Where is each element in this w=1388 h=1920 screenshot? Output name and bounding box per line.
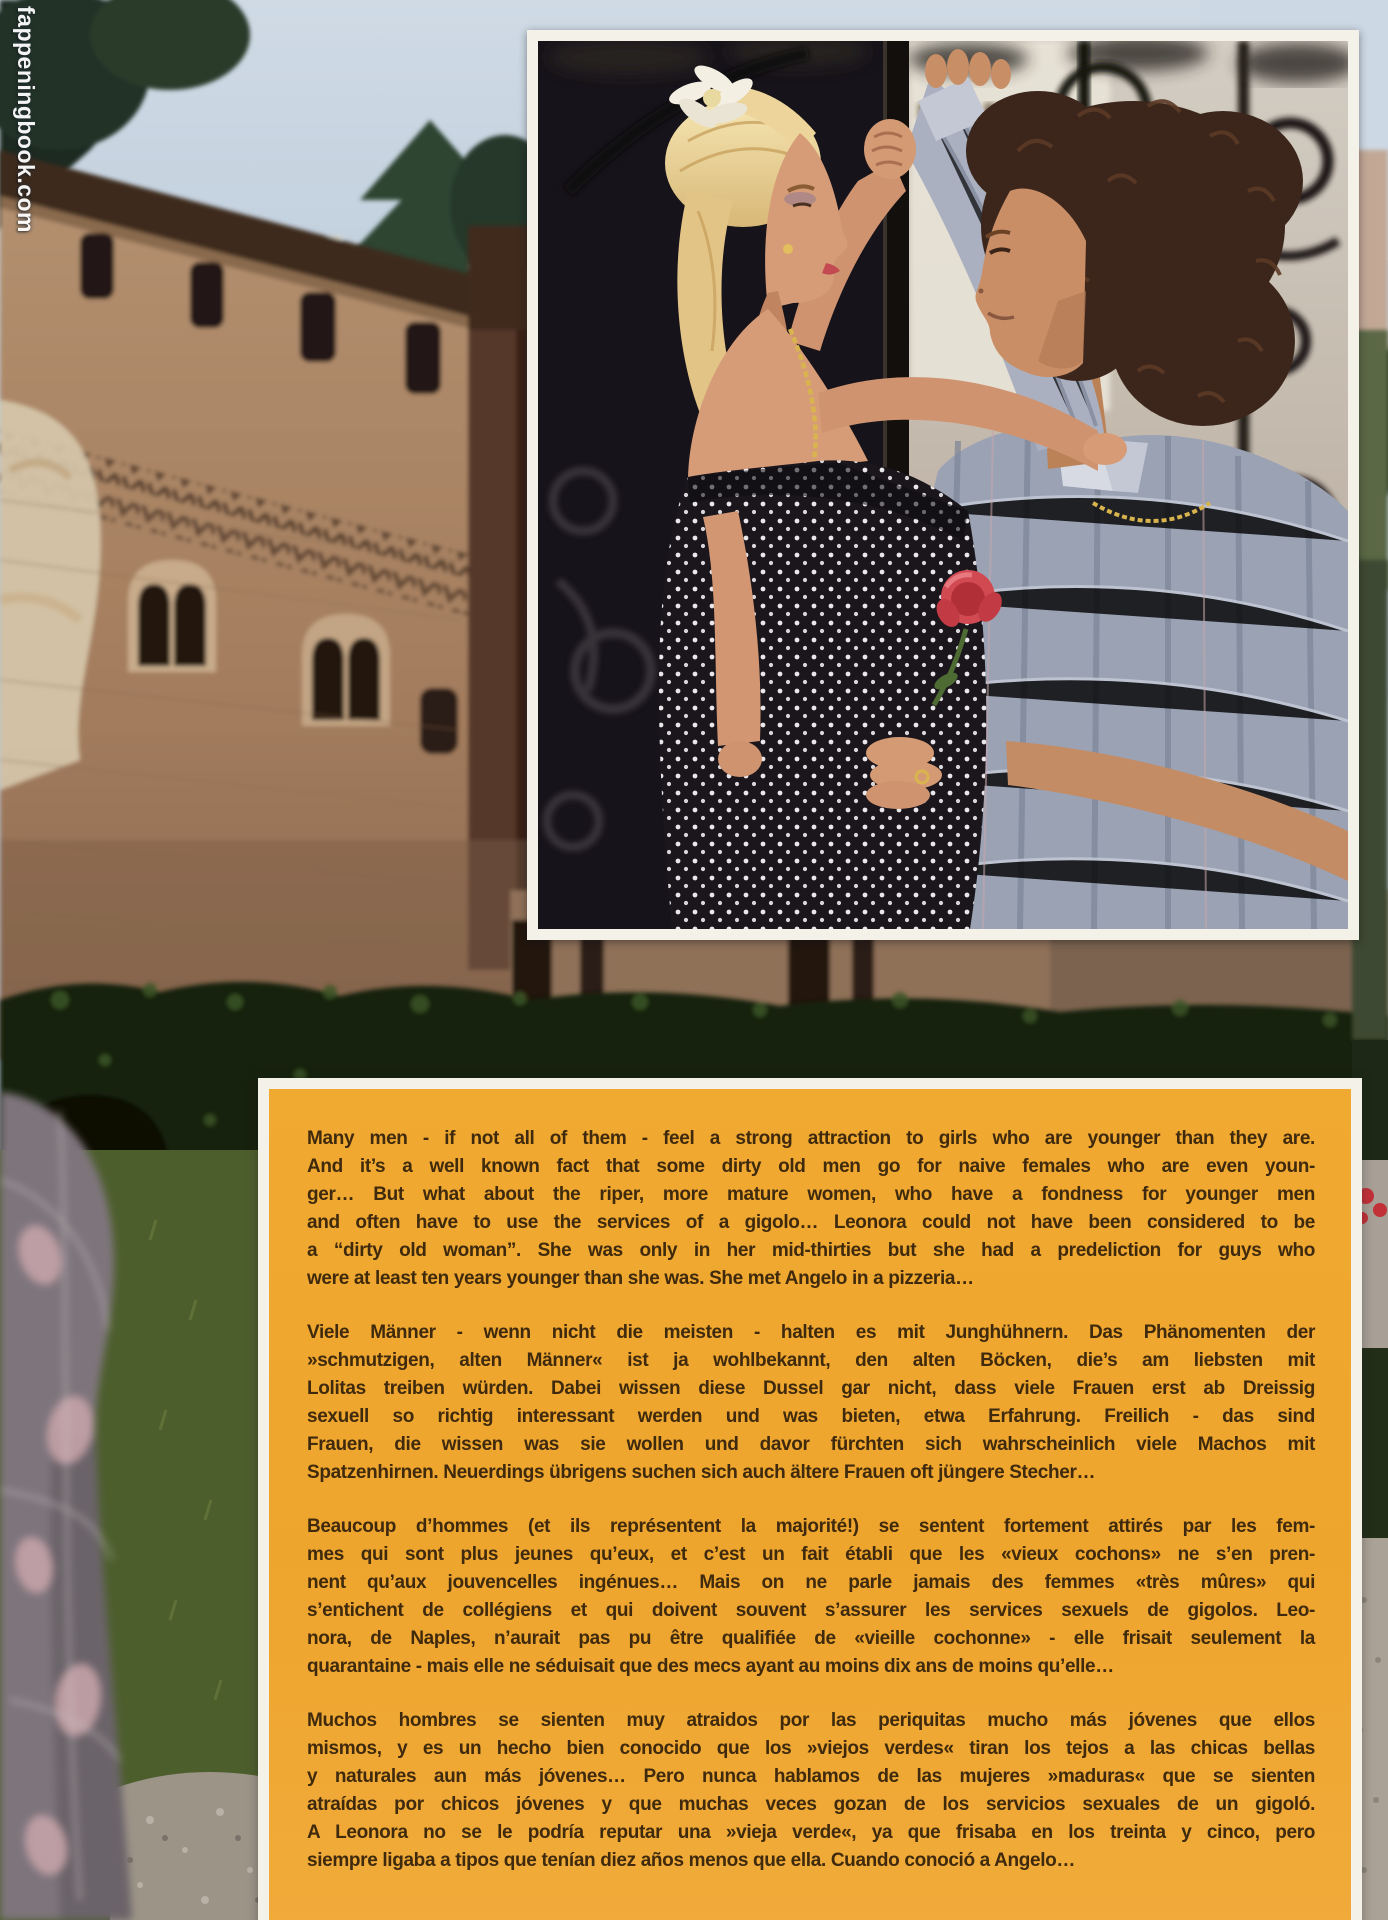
text-line: ger… But what about the riper, more mature women, who have a fondness for younger men	[307, 1184, 1315, 1205]
text-line: atraídas por chicos jóvenes y que muchas veces gozan de los servicios sexuales de un gigoló.	[307, 1794, 1315, 1815]
text-line: Many men - if not all of them - feel a strong attraction to girls who are younger than they are.	[307, 1128, 1315, 1149]
text-line: mes qui sont plus jeunes qu’eux, et c’est un fait établi que les «vieux cochons» ne s’en pren-	[307, 1544, 1315, 1565]
paragraph-french	[307, 1513, 1315, 1681]
text-line: A Leonora no se le podría reputar una »vieja verde«, ya que frisaba en los treinta y cinco, pero	[307, 1822, 1315, 1843]
text-line: Frauen, die wissen was sie wollen und davor fürchten sich wahrscheinlich viele Machos mit	[307, 1434, 1315, 1455]
text-line: Muchos hombres se sienten muy atraidos por las periquitas mucho más jóvenes que ellos	[307, 1710, 1315, 1731]
text-line: Beaucoup d’hommes (et ils représentent la majorité!) se sentent fortement attirés par les fem-	[307, 1516, 1315, 1537]
text-line: Lolitas treiben würden. Dabei wissen diese Dussel gar nicht, dass viele Frauen erst ab Dreissig	[307, 1378, 1315, 1399]
text-line: And it’s a well known fact that some dirty old men go for naive females who are even youn-	[307, 1156, 1315, 1177]
text-line: a “dirty old woman”. She was only in her mid-thirties but she had a predeliction for guys who	[307, 1240, 1315, 1261]
text-line: s’entichent de collégiens et qui doivent souvent s’assurer les services sexuels de gigolos. Leo-	[307, 1600, 1315, 1621]
text-line: mismos, y es un hecho bien conocido que los »viejos verdes« tiran los tejos a las chicas bellas	[307, 1738, 1315, 1759]
paragraph-german	[307, 1319, 1315, 1487]
text-line: nent qu’aux jouvencelles ingénues… Mais on ne parle jamais des femmes «très mûres» qui	[307, 1572, 1315, 1593]
text-line: »schmutzigen, alten Männer« ist ja wohlbekannt, den alten Böcken, die’s am liebsten mit	[307, 1350, 1315, 1371]
watermark: fappeningbook.com	[13, 6, 39, 233]
paragraph-spanish	[307, 1707, 1315, 1875]
text-line: Viele Männer - wenn nicht die meisten - halten es mit Junghühnern. Das Phänomenten der	[307, 1322, 1315, 1343]
text-line: Spatzenhirnen. Neuerdings übrigens suchen sich auch ältere Frauen oft jüngere Stecher…	[307, 1462, 1096, 1483]
text-line: sexuell so richtig interessant werden und was bieten, etwa Erfahrung. Freilich - das sind	[307, 1406, 1315, 1427]
text-line: nora, de Naples, n’aurait pas pu être qualifiée de «vieille cochonne» - elle frisait seulement la	[307, 1628, 1315, 1649]
text-line: siempre ligaba a tipos que tenían diez años menos que ella. Cuando conoció a Angelo…	[307, 1850, 1076, 1871]
couple-at-gate-photo	[538, 41, 1348, 929]
text-line: y naturales aun más jóvenes… Pero nunca hablamos de las mujeres »maduras« que se sienten	[307, 1766, 1315, 1787]
text-line: quarantaine - mais elle ne séduisait que des mecs ayant au moins dix ans de moins qu’elle…	[307, 1656, 1114, 1677]
text-line: and often have to use the services of a gigolo… Leonora could not have been considered to be	[307, 1212, 1315, 1233]
text-line: were at least ten years younger than she was. She met Angelo in a pizzeria…	[307, 1268, 974, 1289]
paragraph-english	[307, 1125, 1315, 1293]
inset-photo	[527, 30, 1359, 940]
caption-panel	[258, 1078, 1362, 1920]
